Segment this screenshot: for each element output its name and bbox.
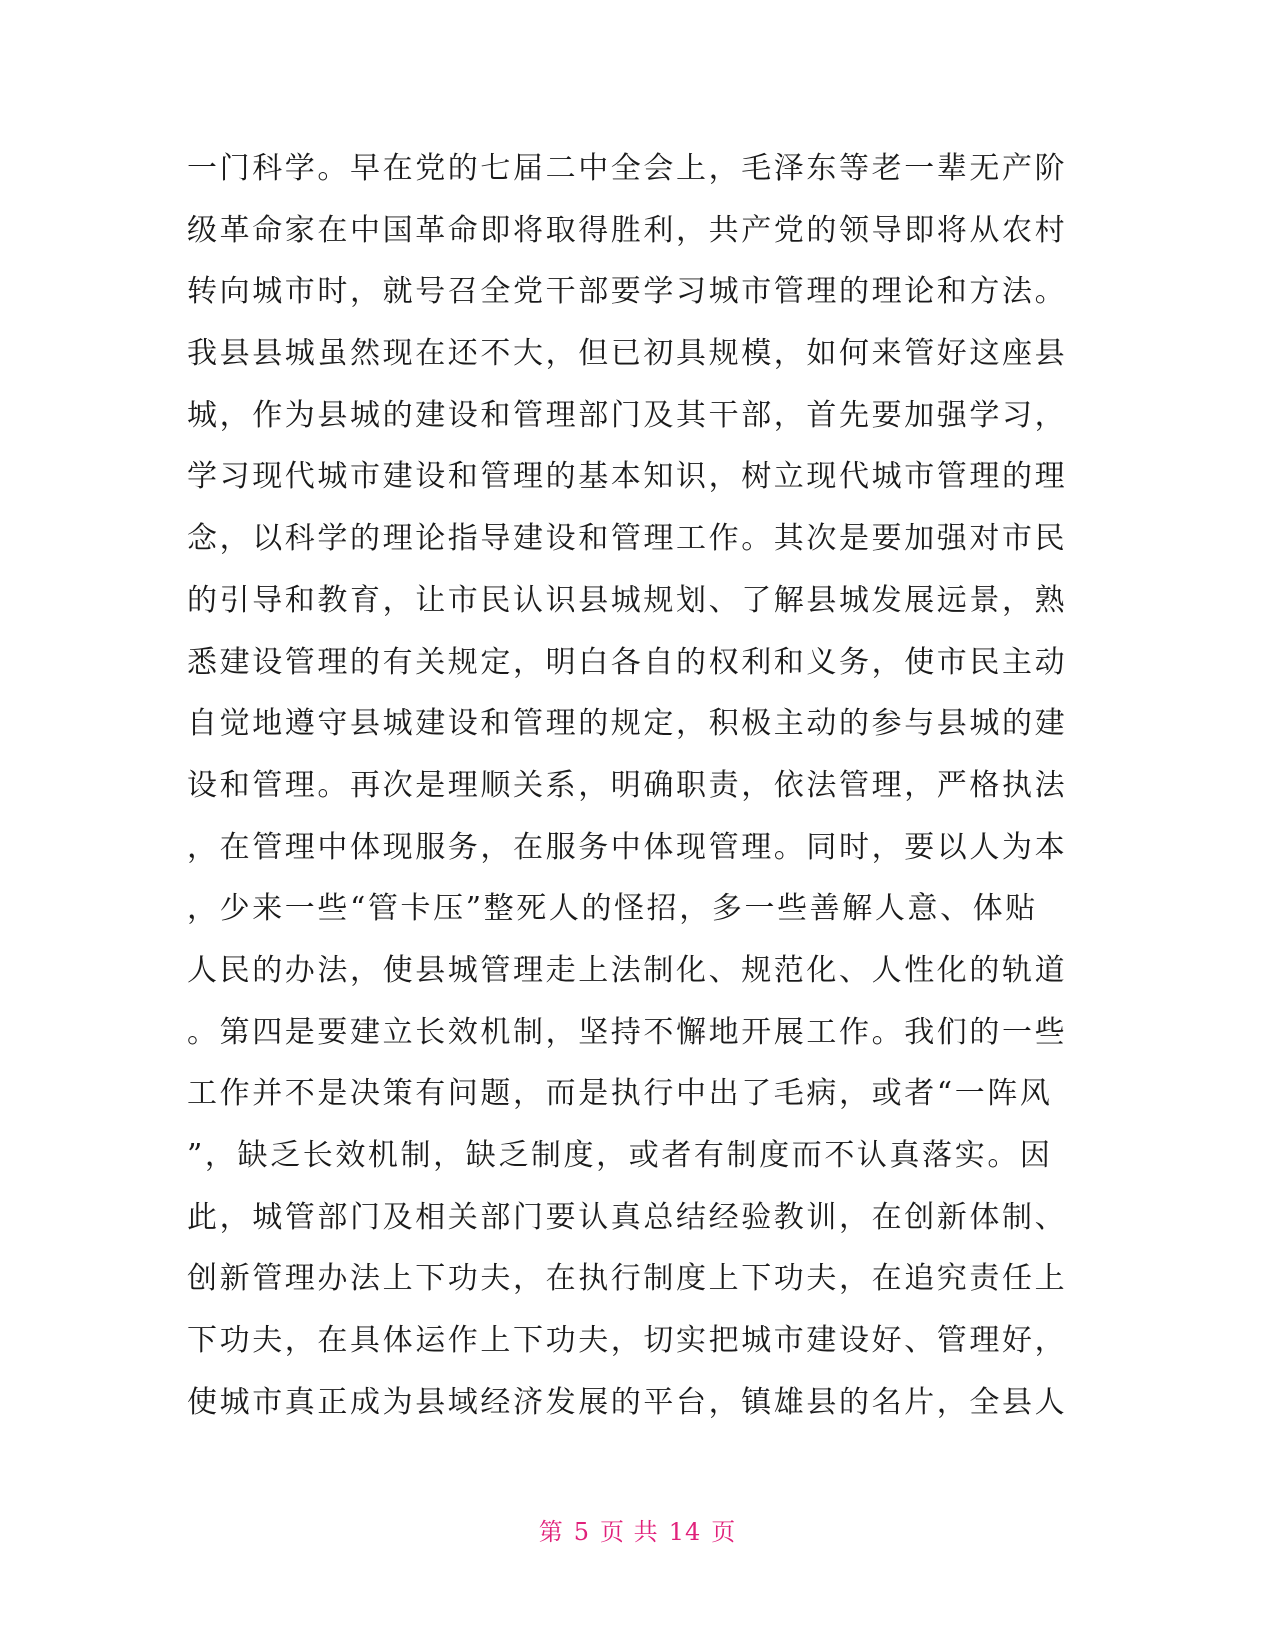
- text-line: 我县县城虽然现在还不大，但已初具规模，如何来管好这座县: [187, 336, 1068, 372]
- text-line: 工作并不是决策有问题，而是执行中出了毛病，或者“一阵风: [187, 1076, 1053, 1112]
- text-line: 级革命家在中国革命即将取得胜利，共产党的领导即将从农村: [187, 212, 1068, 248]
- text-line: 设和管理。再次是理顺关系，明确职责，依法管理，严格执法: [187, 767, 1068, 803]
- body-text: [187, 138, 1087, 1433]
- text-line: ，在管理中体现服务，在服务中体现管理。同时，要以人为本: [187, 829, 1068, 865]
- page-footer: [0, 1512, 1275, 1547]
- text-line: 下功夫，在具体运作上下功夫，切实把城市建设好、管理好，: [187, 1323, 1068, 1359]
- page-label-middle: 页 共: [600, 1518, 659, 1546]
- text-line: 自觉地遵守县城建设和管理的规定，积极主动的参与县城的建: [187, 706, 1068, 742]
- text-line: 一门科学。早在党的七届二中全会上，毛泽东等老一辈无产阶: [187, 151, 1068, 186]
- text-line: 此，城管部门及相关部门要认真总结经验教训，在创新体制、: [187, 1199, 1068, 1235]
- total-pages: 14: [668, 1518, 702, 1546]
- text-line: 悉建设管理的有关规定，明白各自的权利和义务，使市民主动: [187, 644, 1068, 680]
- text-line: 转向城市时，就号召全党干部要学习城市管理的理论和方法。: [187, 274, 1068, 310]
- page-label-suffix: 页: [711, 1518, 737, 1546]
- text-line: 城，作为县城的建设和管理部门及其干部，首先要加强学习，: [187, 397, 1068, 433]
- text-line: ”，缺乏长效机制，缺乏制度，或者有制度而不认真落实。因: [187, 1138, 1053, 1173]
- page-number: 5: [573, 1518, 591, 1546]
- text-line: 人民的办法，使县城管理走上法制化、规范化、人性化的轨道: [187, 952, 1068, 988]
- text-line: 的引导和教育，让市民认识县城规划、了解县城发展远景，熟: [187, 582, 1068, 618]
- text-line: 。第四是要建立长效机制，坚持不懈地开展工作。我们的一些: [187, 1014, 1068, 1050]
- text-line: 使城市真正成为县域经济发展的平台，镇雄县的名片，全县人: [187, 1384, 1068, 1420]
- page-label-prefix: 第: [538, 1518, 564, 1546]
- text-line: 念，以科学的理论指导建设和管理工作。其次是要加强对市民: [187, 521, 1068, 557]
- text-line: ，少来一些“管卡压”整死人的怪招，多一些善解人意、体贴: [187, 891, 1038, 927]
- text-line: 学习现代城市建设和管理的基本知识，树立现代城市管理的理: [187, 459, 1068, 495]
- text-line: 创新管理办法上下功夫，在执行制度上下功夫，在追究责任上: [187, 1261, 1068, 1297]
